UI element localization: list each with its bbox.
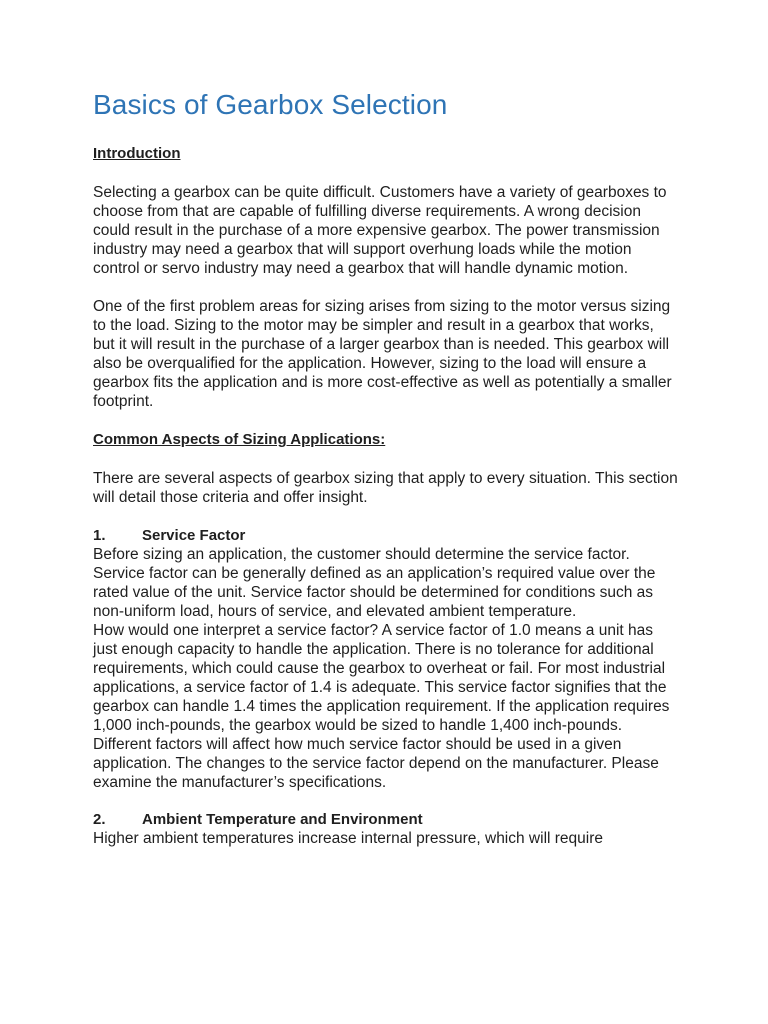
item-number: 2. bbox=[93, 811, 106, 828]
aspects-intro-paragraph: There are several aspects of gearbox sizing that apply to every situation. This section will detail those criteria and offer insight. bbox=[93, 470, 678, 506]
ambient-temperature-paragraph-1: Higher ambient temperatures increase internal pressure, which will require bbox=[93, 830, 604, 847]
aspects-heading: Common Aspects of Sizing Applications: bbox=[93, 431, 386, 448]
intro-paragraph-1: Selecting a gearbox can be quite difficult. Customers have a variety of gearboxes to choose from that are capable of fulfilling diverse requirements. A wrong decision could result in the purchase of a more expensive gearbox. The power transmission industry may need a gearbox that will support overhung loads while the motion control or servo industry may need a gearbox that will handle dynamic motion. bbox=[93, 184, 667, 277]
list-item-ambient-temperature bbox=[93, 810, 678, 848]
service-factor-paragraph-1: Before sizing an application, the customer should determine the service factor. Service factor can be generally defined as an application’s required value over the rated value of the unit. Service factor should be determined for conditions such as non-uniform load, hours of service, and elevated ambient temperature. bbox=[93, 546, 656, 620]
document-title: Basics of Gearbox Selection bbox=[93, 89, 448, 120]
intro-paragraph-2: One of the first problem areas for sizing arises from sizing to the motor versus sizing to the load. Sizing to the motor may be simpler and result in a gearbox that works, but it will result in the purchase of a larger gearbox than is needed. This gearbox will also be overqualified for the application. However, sizing to the load will ensure a gearbox fits the application and is more cost-effective as well as potentially a smaller footprint. bbox=[93, 298, 672, 410]
service-factor-paragraph-3: Different factors will affect how much service factor should be used in a given application. The changes to the service factor depend on the manufacturer. Please examine the manufacturer’s specifications. bbox=[93, 736, 659, 791]
service-factor-heading bbox=[93, 526, 678, 545]
item-number: 1. bbox=[93, 527, 106, 544]
list-item-service-factor bbox=[93, 526, 678, 792]
item-heading: Service Factor bbox=[142, 527, 246, 544]
ambient-temperature-heading bbox=[93, 810, 678, 829]
intro-heading: Introduction bbox=[93, 145, 181, 162]
item-heading: Ambient Temperature and Environment bbox=[142, 811, 423, 828]
service-factor-paragraph-2: How would one interpret a service factor? A service factor of 1.0 means a unit has just enough capacity to handle the application. There is no tolerance for additional requirements, which could cause the gearbox to overheat or fail. For most industrial applications, a service factor of 1.4 is adequate. This service factor signifies that the gearbox can handle 1.4 times the application requirement. If the application requires 1,000 inch-pounds, the gearbox would be sized to handle 1,400 inch-pounds. bbox=[93, 622, 670, 734]
